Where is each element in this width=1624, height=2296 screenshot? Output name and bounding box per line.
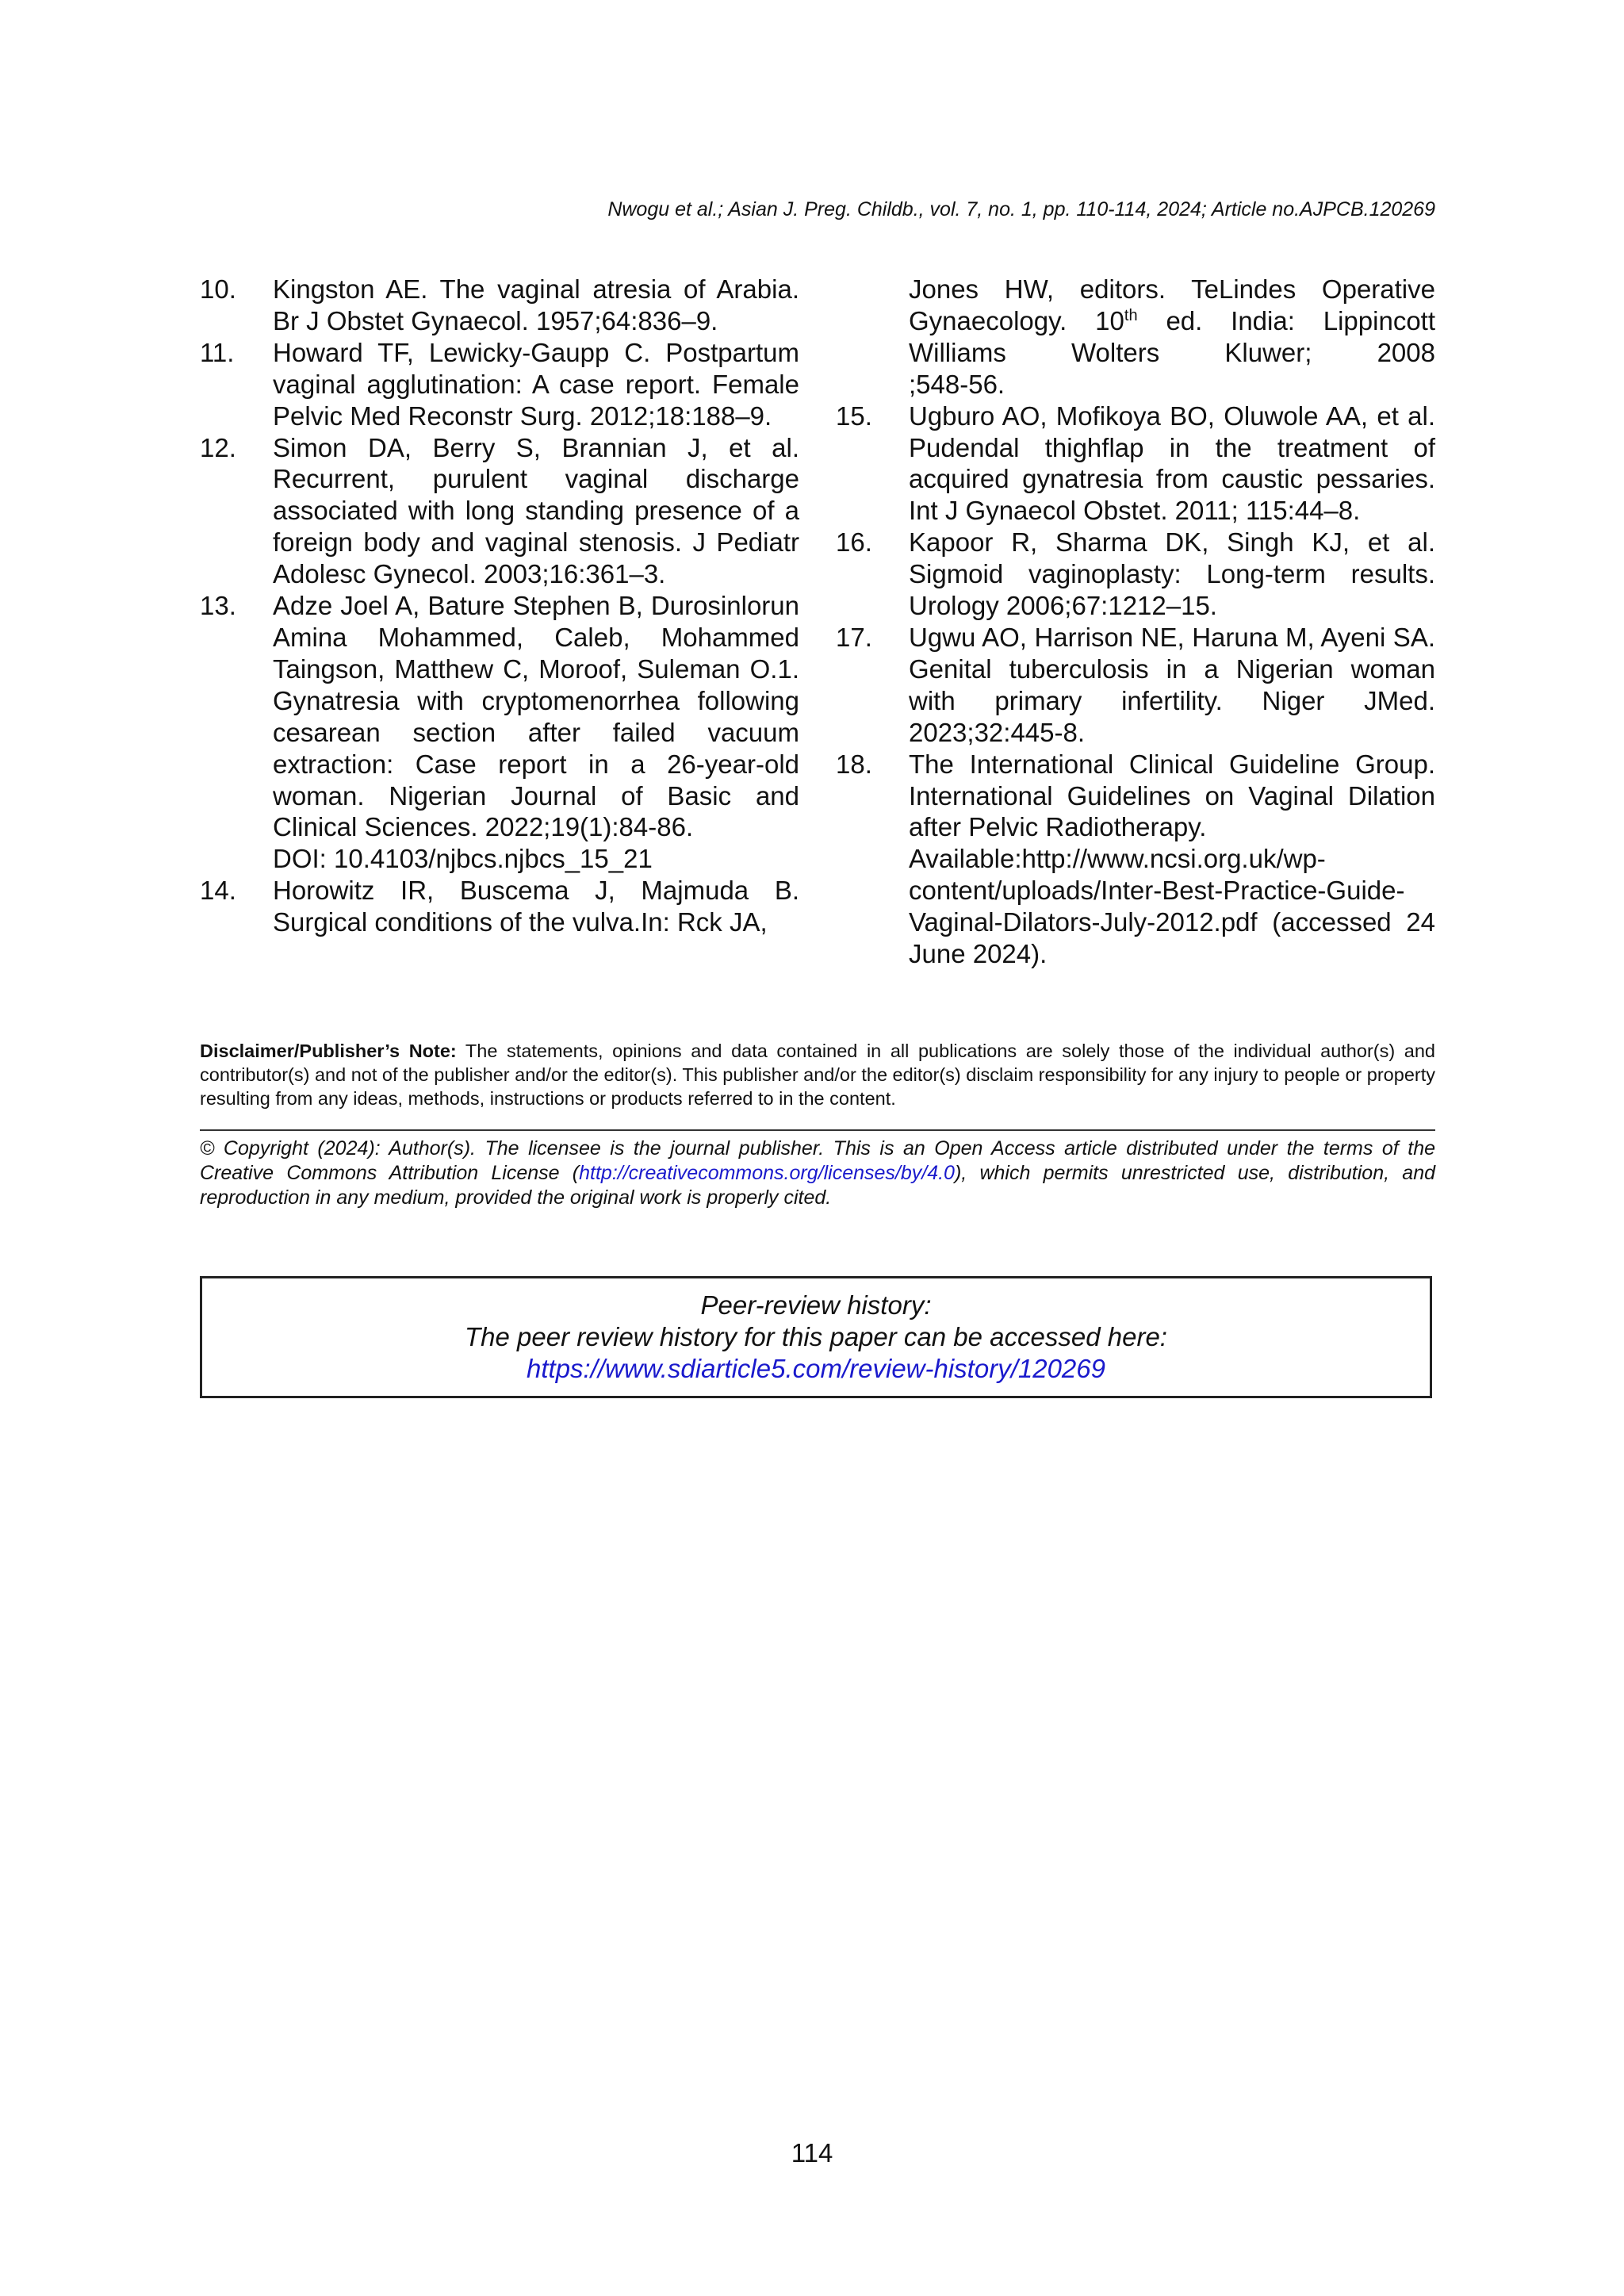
reference-column-right bbox=[836, 274, 1435, 970]
running-header: Nwogu et al.; Asian J. Preg. Childb., vol. 7, no. 1, pp. 110-114, 2024; Article no.AJPCB.120269 bbox=[607, 198, 1435, 220]
reference-url-line: Available:http://www.ncsi.org.uk/wp- bbox=[909, 844, 1326, 874]
reference-text: Howard TF, Lewicky-Gaupp C. Postpartum vaginal agglutination: A case report. Female Pelvic Med Reconstr Surg. 2012;18:188–9. bbox=[273, 337, 799, 431]
peer-review-text: The peer review history for this paper can be accessed here: bbox=[465, 1322, 1167, 1351]
reference-text: Horowitz IR, Buscema J, Majmuda B. Surgical conditions of the vulva.In: Rck JA, bbox=[273, 876, 799, 937]
reference-text: Ugburo AO, Mofikoya BO, Oluwole AA, et al. Pudendal thighflap in the treatment of acquired gynatresia from caustic pessaries. Int J Gynaecol Obstet. 2011; 115:44–8. bbox=[909, 401, 1435, 526]
reference-text: Simon DA, Berry S, Brannian J, et al. Recurrent, purulent vaginal discharge associated with long standing presence of a foreign body and vaginal stenosis. J Pediatr Adolesc Gynecol. 2003;16:361–3. bbox=[273, 432, 799, 589]
continuation-line: Jones HW, editors. TeLindes Operative bbox=[909, 274, 1435, 304]
reference-item bbox=[200, 875, 799, 938]
reference-item bbox=[200, 337, 799, 432]
divider bbox=[200, 1129, 1435, 1131]
reference-number: 13. bbox=[200, 591, 236, 621]
peer-review-title: Peer-review history: bbox=[700, 1290, 932, 1320]
reference-doi: DOI: 10.4103/njbcs.njbcs_15_21 bbox=[273, 844, 653, 874]
reference-continuation bbox=[836, 274, 1435, 401]
continuation-line: Williams Wolters Kluwer; 2008 bbox=[909, 337, 1435, 367]
superscript: th bbox=[1124, 306, 1138, 324]
disclaimer-text: The statements, opinions and data contained in all publications are solely those of the individual author(s) and contributor(s) and not of the publisher and/or the editor(s). This publisher and/or the editor(s) disclaim responsibility for any injury to people or property resulting from any ideas, methods, instructions or products referred to in the content. bbox=[200, 1041, 1435, 1109]
reference-item bbox=[836, 749, 1435, 970]
reference-number: 17. bbox=[836, 622, 872, 652]
reference-number: 10. bbox=[200, 274, 236, 304]
reference-text: The International Clinical Guideline Group. International Guidelines on Vaginal Dilation after Pelvic Radiotherapy. bbox=[909, 749, 1435, 842]
reference-item bbox=[200, 432, 799, 591]
reference-item bbox=[836, 401, 1435, 527]
reference-url-line: Vaginal-Dilators-July-2012.pdf (accessed 24 June 2024). bbox=[909, 907, 1435, 969]
continuation-line: ;548-56. bbox=[909, 369, 1005, 399]
continuation-line: Gynaecology. 10th ed. India: Lippincott bbox=[909, 305, 1436, 335]
reference-item bbox=[200, 274, 799, 337]
reference-text-block bbox=[273, 590, 799, 875]
reference-text: Adze Joel A, Bature Stephen B, Durosinlorun Amina Mohammed, Caleb, Mohammed Taingson, Matthew C, Moroof, Suleman O.1. Gynatresia with cryptomenorrhea following cesarean section after failed vacuum extraction: Case report in a 26-year-old woman. Nigerian Journal of Basic and Clinical Sciences. 2022;19(1):84-86. bbox=[273, 591, 799, 842]
reference-text-block bbox=[909, 749, 1435, 970]
reference-item bbox=[836, 527, 1435, 622]
reference-number: 14. bbox=[200, 876, 236, 906]
license-link[interactable]: http://creativecommons.org/licenses/by/4.0 bbox=[579, 1162, 955, 1184]
reference-text: Kingston AE. The vaginal atresia of Arabia. Br J Obstet Gynaecol. 1957;64:836–9. bbox=[273, 274, 799, 335]
reference-item bbox=[836, 622, 1435, 749]
reference-item bbox=[200, 590, 799, 875]
copyright-notice bbox=[200, 1137, 1435, 1210]
reference-number: 12. bbox=[200, 432, 236, 462]
peer-review-box bbox=[200, 1276, 1432, 1398]
disclaimer-note bbox=[200, 1039, 1435, 1110]
reference-text: Ugwu AO, Harrison NE, Haruna M, Ayeni SA. Genital tuberculosis in a Nigerian woman with primary infertility. Niger JMed. 2023;32:445-8. bbox=[909, 622, 1435, 747]
reference-number: 11. bbox=[200, 337, 235, 367]
peer-review-link[interactable]: https://www.sdiarticle5.com/review-history/120269 bbox=[527, 1354, 1105, 1383]
copyright-text-end: ), which permits unrestricted use, distribution, and reproduction in any medium, provided the original work is properly cited. bbox=[200, 1162, 1435, 1209]
reference-number: 16. bbox=[836, 527, 872, 558]
reference-number: 15. bbox=[836, 401, 872, 431]
reference-list bbox=[200, 274, 1435, 970]
reference-number: 18. bbox=[836, 749, 872, 779]
reference-url-line: content/uploads/Inter-Best-Practice-Guide- bbox=[909, 876, 1405, 906]
reference-text: Kapoor R, Sharma DK, Singh KJ, et al. Sigmoid vaginoplasty: Long-term results. Urology 2006;67:1212–15. bbox=[909, 527, 1435, 621]
reference-column-left bbox=[200, 274, 799, 970]
page-number: 114 bbox=[791, 2138, 833, 2168]
disclaimer-label: Disclaimer/Publisher’s Note: bbox=[200, 1041, 457, 1061]
copyright-text: © Copyright (2024): Author(s). The licensee is the journal publisher. This is an Open Access article distributed under the terms of the Creative Commons Attribution License ( bbox=[200, 1137, 1435, 1184]
